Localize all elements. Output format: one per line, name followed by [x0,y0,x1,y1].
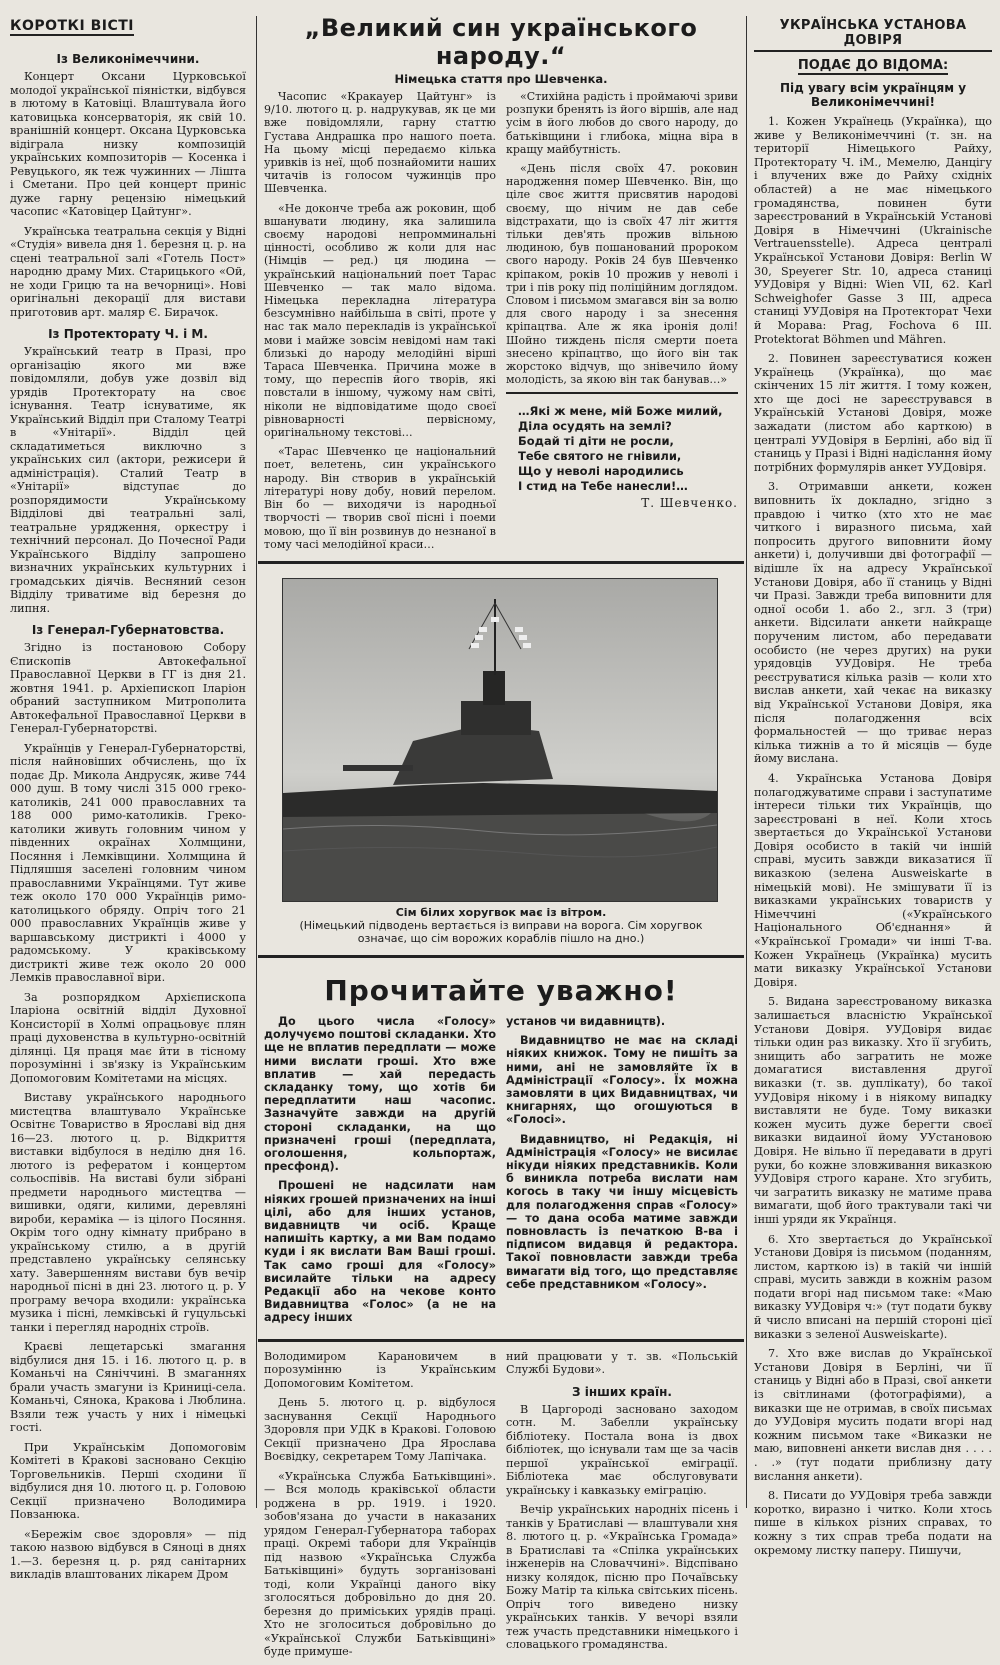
news-paragraph: Виставу українського народнього мистецтва влаштувало Українське Освітнє Товариство в Ярославі від дня 16—23. лютого ц. р. Відкриття виставки відбулося в неділю дня 16. лютого із рефератом і концертом сольоспівів. На виставі були зібрані предмети народнього мистецтва — вишивки, одяги, килими, деревляні вироби, кераміка — із цілого Посяння. Окрім того одну кімнату прибрано в українському стилю, а в другій представлено українську селянську хату. Завершенням вистави був вечір народньої пісні в дні 23. лютого ц. р. У програму вечора входили: українська музика і пісні, лемківські й гуцульські танки і перегляд народніх строїв. [10,1091,246,1334]
article-paragraph: «Стихійна радість і проймаючі зриви розпуки бренять із його віршів, але над усім в його любов до свого народу, до батьківщини і глибока, міцна віра в кращу майбутність. [506,90,738,156]
notice-paragraph: До цього числа «Голосу» долучуємо поштові складанки. Хто ще не вплатив передплати — може ними вислати гроші. Хто вже вплатив — хай передасть складанку тому, що хотів би передплатити наш часопис. Зазначуйте завжди на другій стороні складанки, на що призначені гроші (передплата, оголошення, кольпортаж, пресфонд). [264,1014,496,1174]
notice-heading: Під увагу всім українцям у Великонімеччині! [779,81,967,109]
news-paragraph: Український театр в Празі, про організацію якого ми вже повідомляли, добув уже дозвіл від урядів Протекторату на своє існування. Театр існуватиме, як Український Відділ при Сталому Театрі в «Унітарії». Відділ цей складатиметься виключно з українських сил (актори, режисери й адміністрація). Сталий Театр в «Унітарії» відступає до розпорядимости Українському Відділові дві театральні залі, театральне урядження, оркестру і технічний персонал. До Почесної Ради Українського Відділу запрошено визначних українських культурних і громадських діячів. Весняний сезон Відділу триватиме від березня до липня. [10,345,246,615]
caption-title: Сім білих хоругвок має із вітром. [395,905,607,919]
notice-body [258,1015,744,1331]
poem-line: Тебе святого не гнівили, [518,449,682,464]
notice-item: 3. Отримавши анкети, кожен виповнить їх докладно, згідно з правдою і читко (хто хто не має читкого і виразного письма, хай попросить другого виповнити йому анкети) і, долучивши дві фотографії — відішле їх на адресу Української Установи Довіря, або її станиць у Відні чи Празі. Завжди треба виповнити для одної особи 1. або 2., згл. 3 (три) анкети. Відсилати анкети найкраще порученим листом, або передавати особисто (не через других) на руки урядовців УУДовіря. Не треба реєструватися кілька разів — коли хто вислав анкети, хай чекає на виказку від Української Установи Довіря, яка після полагодження всіх формальностей — що триває нераз кілька тижнів а то й місяців — буде йому вислана. [754,480,992,766]
news-paragraph: ний працювати у т. зв. «Польській Службі Будови». [506,1349,738,1377]
photo-caption [278,906,724,945]
article-subtitle: Німецька стаття про Шевченка. [394,72,608,86]
notice-item: 6. Хто звертається до Української Установи Довіря із письмом (поданням, листом, карткою із) в такій чи іншій справі, мусить завжди в кожнім разом подати вгорі над письмом таке: «Маю виказку УУДовіря ч:» (тут подати букву й число вписані на першій стороні цієї виказки з зеленої Ausweiskarte). [754,1232,992,1341]
column-main [258,0,744,1659]
column-trust-office [748,0,1000,1557]
notice-item: 7. Хто вже вислав до Української Установи Довіря в Берліні, чи її станиць у Відні або в Празі, свої анкети із світлинами (фотографіями), а виказки ще не отримав, в своїх письмах до УУДовіря мусить подати вгорі над кожним письмом таке «Виказки не маю, виповнені анкети вислав дня . . . . . .» (тут подати приблизну дату вислання анкети). [754,1347,992,1483]
news-paragraph: «Бережім своє здоровля» — під такою назвою відбувся в Сяноці в днях 1.—3. березня ц. р. ряд санітарних викладів влаштованих лікарем Дром [10,1527,246,1581]
notice-item: 1. Кожен Українець (Українка), що живе у Великонімеччині (т. зн. на території Німецького Райху, Протекторату Ч. іМ., Мемелю, Данцігу і влучених вже до Райху східніх областей) а не має німецького громадянства, повинен бути зареєстрований в Українській Установі Довіря в Німеччині (Ukrainische Vertrauensstelle). Адреса централі Української Установи Довіря: Berlin W 30, Speyerer Str. 10, адреса станиці УУДовіря у Відні: Wien VII, 62. Karl Schweighofer Gasse 3 III, адреса станиці УУДовіря на Протекторат Чехи й Морава: Prag, Fochova 6 III. Protektorat Böhmen und Mähren. [754,115,992,346]
poem-line: Діла осудять на землі? [518,419,672,434]
submarine-image [283,579,717,901]
poem-signature: Т. Шевченко. [641,496,738,511]
poem-line: Що у неволі народились [518,464,684,479]
news-paragraph: Українців у Генерал-Губернаторстві, після найновіших обчислень, що їх подає Др. Микола Андрусяк, живе 744 000 душ. В тому числі 315 000 греко-католиків, 241 000 православних та 188 000 римо-католиків. Греко-католики живуть головним чином у південних окраїнах Холмщини, Посяння і Лемківщини. Холмщина й Підляшшя заселені головним чином православними Українцями. Тут живе теж около 170 000 Українців римо-католицького обряду. Опріч того 21 000 православних Українців живе у варшавському дистрикті і 4000 у радомському. У краківському дистрикті живе теж около 20 000 Лемків православної віри. [10,741,246,984]
section-heading: Із Генерал-Губернатовства. [31,623,225,637]
news-paragraph: Українська театральна секція у Відні «Студія» вивела дня 1. березня ц. р. на сцені театральної залі «Готель Пост» народню драму Мих. Старицького «Ой, не ходи Грицю та на вечорниці». Нові оригінальні декорації для вистави приготовив арт. маляр Є. Бирачок. [10,224,246,319]
short-news-header: КОРОТКІ ВІСТІ [10,18,134,34]
section-heading: Із Великонімеччини. [56,52,200,66]
news-paragraph: За розпорядком Архієпископа Іларіона освітній відділ Духовної Консисторії в Холмі опрацьовує плян праці духовенства в культурно-освітній ділянці. Ця праця має йти в тісному порозумінні і зв'язку із Українським Допомоговим Комітетами на місцях. [10,990,246,1085]
submarine-photo [282,578,718,902]
notice-title: Прочитайте уважно! [324,973,678,1007]
notice-item: 5. Видана зареєстрованому виказка залишається власністю Української Установи Довіря. УУДовіря видає тільки один раз виказку. Хто її згубить, знищить або загратить не може домагатися виставлення другої виказки (т. зв. дуплікату), бо такої УУДовіря нікому і в ніякому випадку виставляти не буде. Тому виказки кожен мусить дуже берегти своєї виказки видаиної йому УУстановою Довіря. Не вільно її передавати в другі руки, бо кожне зловживання виказкою УУДовіря строго каране. Хто згубить, чи загратить виказку не матиме права вимагати, щоб його трактували такі чи інші уряди як Українця. [754,995,992,1226]
section-heading: З інших країн. [572,1384,672,1399]
caption-text: (Німецький підводень вертається із виправи на ворога. Сім хоругвок означає, що сім ворожих кораблів пішло на дно.) [299,918,703,945]
bottom-news [258,1339,744,1665]
notice-item: 4. Українська Установа Довіря полагоджуватиме справи і заступатиме інтереси тільки тих Українців, що зареєстровані в неї. Коли хтось звертається до Української Установи Довіря особисто в такій чи іншій справі, мусить завжди виказатися її виказкою (зелена Ausweiskarte в німецькій мові). Не змішувати її із виказками українських товариств у Німеччині («Українського Національного Об'єднання» й «Української Громади» чи інші Т-ва. Кожен Українець (Українка) мусить мати виказку Української Установи Довіря. [754,771,992,989]
subheader-text: ПОДАЄ ДО ВІДОМА: [797,58,949,73]
section-heading: Із Протекторату Ч. і М. [48,327,208,341]
article-paragraph: «Тарас Шевченко це національний поет, велетень, син українського народу. Він створив в українській літературі нову добу, новий перелом. Він бо — виходячи із народньої творчості — творив свої пісні і поеми мовою, що її він розвинув до незнаної в тому часі мелодійної краси… [264,445,496,551]
article-paragraph: Часопис «Кракауер Цайтунг» із 9/10. лютого ц. р. надрукував, як це ми вже повідомляли, гарну статтю Густава Андрашка про нашого поета. На цьому місці передаємо кілька уривків із неї, щоб познайомити наших читачів із голосом чужинців про Шевченка. [264,90,496,196]
article-body [258,90,744,557]
news-paragraph: При Українськім Допомоговім Комітеті в Кракові засновано Секцію Торговельників. Перші сходини її відбулися дня 10. лютого ц. р. Головою Секції призначено Володимира Повзанюка. [10,1440,246,1521]
article-paragraph: «День після своїх 47. роковин народження помер Шевченко. Він, що ціле своє життя присвятив народові своєму, що нічим не дав себе відстрахати, що із своїх 47 літ життя тільки дев'ять прожив вільною людиною, був пошанований пророком свого народу. Років 24 був Шевченко кріпаком, років 10 прожив у неволі і три і пів року під поліційним доглядом. Словом і письмом змагався він за волю для свого народу і за знесення кріпацтва. Але ж яка іронія долі! Шойно тиждень після смерти поета знесено кріпацтво, що його він так жорстоко відчув, що знівечило йому молодість, за якою він так банував…» [506,162,738,387]
poem-line: І стид на Тебе нанесли!… [518,479,688,494]
news-paragraph: Краєві лещетарські змагання відбулися дня 15. і 16. лютого ц. р. в Команьчі на Сяніччині. В змаганнях брали участь змагуни із Криниці-села. Команьчі, Сянока, Кракова і Люблина. Взяли теж участь у них і німецькі гості. [10,1340,246,1434]
poem-line: Бодай ті діти не росли, [518,434,674,449]
article-title: „Великий син українського народу.“ [304,14,698,70]
trust-office-subheader [754,58,992,73]
article-paragraph: «Не доконче треба аж роковин, щоб вшанувати людину, яка залишила своєму народові непромминальні цінності, особливо ж коли для нас (Німців — ред.) ця людина — український національний поет Тарас Шевченко — так мало відома. Німецька перекладна література безсумнівно найбільша в світі, проте у нас так мало перекладів із української мови і майже зовсім невідомі нам такі близькі до народу мелодійні вірші Тараса Шевченка. Причина може в тому, що переспів його творів, які повстали в іншому, чужому нам світі, ніколи не відповідатиме щодо своєї рівноварності первісному, оригінальному текстові… [264,201,496,440]
poem-line: …Які ж мене, мій Боже милий, [518,404,723,419]
notice-paragraph: Видавництво, ні Редакція, ні Адміністрація «Голосу» не висилає нікуди ніяких представників. Коли б виникла потреба вислати нам когось в таку чи іншу місцевість для полагодження справ «Голосу» — то дана особа матиме завжди повновласть із печаткою В-ва і підписом видавця й редактора. Такої повновласти завжди треба вимагати від того, що представляє себе представником «Голосу». [506,1132,738,1291]
notice-item: 2. Повинен зареєстуватися кожен Українець (Українка), що має скінчених 15 літ життя. І тому кожен, хто ще досі не зареєструвався в Українській Установі Довіря, може зажадати (листом або карткою) в централі УУДовіря в Берліні, або від її станиць у Празі і Відні надіслання йому потрібних формулярів анкет УУДовіря. [754,352,992,474]
news-paragraph: День 5. лютого ц. р. відбулося заснування Секції Народнього Здоровля при УДК в Кракові. Головою Секції призначено Дра Ярослава Воєвідку, секретарем Тому Лапічака. [264,1396,496,1464]
notice-paragraph: Видавництво не має на складі ніяких книжок. Тому не пишіть за ними, ані не замовляйте їх в Адміністрації «Голосу». Їх можна замовляти в цих Видавництвах, чи книгарнях, що огошуються в «Голосі». [506,1034,738,1127]
column-short-news [0,0,254,1581]
news-paragraph: В Царгороді засновано заходом сотн. М. Забелли українську бібліотеку. Постала вона із двох бібліотек, що існували там ще за часів першої української еміграції. Бібліотека має обслуговувати українську і кавказьку еміграцію. [506,1402,738,1497]
trust-office-header: УКРАЇНСЬКА УСТАНОВА ДОВІРЯ [754,18,992,52]
news-paragraph: Концерт Оксани Цурковської молодої української піяністки, відбувся в лютому в Катовіці. Влаштувала його катовицька консерваторія, як свій 10. вранішній концерт. Оксана Цурковська відіграла низку композицій українських композиторів — Косенка і Ревуцького, як теж чужинних — Ліштa і Сметани. Про цей концерт приніс дуже гарну рецензію німецький часопис «Катовіцер Цайтунг». [10,70,246,218]
notice-paragraph: Прошені не надсилати нам ніяких грошей призначених на інші цілі, або для інших установ, видавництв чи осіб. Краще напишіть картку, а ми Вам подамо куди і як вислати Вам Ваші гроші. Так само гроші для «Голосу» висилайте тільки на адресу Редакції або на чекове конто Видавництва «Голос» (а не на адресу інших [264,1179,496,1325]
news-paragraph: «Українська Служба Батьківщині». — Вся молодь краківської области роджена в рр. 1919. і 1920. зобов'язана до участи в наказаних урядом Генерал-Губернатора таборах праці. Окремі табори для Українців під назвою «Українська Служба Батьківщині» будуть зорганізовані тоді, коли Українці даного віку зголосяться добровільно до дня 20. березня до приміських урядів праці. Хто не зголоситься добровільно до «Української Служби Батьківщині» буде примуше- [264,1469,496,1659]
news-paragraph: Згідно із постановою Собору Єпископів Автокефальної Православної Церкви в ГГ із дня 21. жовтня 1941. р. Архіепископ Іларіон обраний заступником Митрополита Автокефальної Православної Церкви в Генерал-Губернаторстві. [10,641,246,735]
notice-item: 8. Писати до УУДовіря треба завжди коротко, виразно і читко. Коли хтось пише в кількох різних справах, то кожну з тих справ треба подати на окремому листку паперу. Пишучи, [754,1489,992,1557]
news-paragraph: Володимиром Карановичем в порозумінню із Українським Допомоговим Комітетом. [264,1349,496,1390]
news-paragraph: Вечір українських народніх пісень і танків у Братиславі — влаштували хня 8. лютого ц. р. «Українська Громада» в Братиславі та «Спілка українських інженерів на Словаччині». Відспівано низку колядок, пісню про Почаївську Божу Матір та кілька світських пісень. Опріч того виведено низку українських танків. У вечорі взяли теж участь представники німецького і словацького громадянства. [506,1503,738,1652]
notice-paragraph: установ чи видавництв). [506,1014,666,1028]
poem [506,404,738,494]
